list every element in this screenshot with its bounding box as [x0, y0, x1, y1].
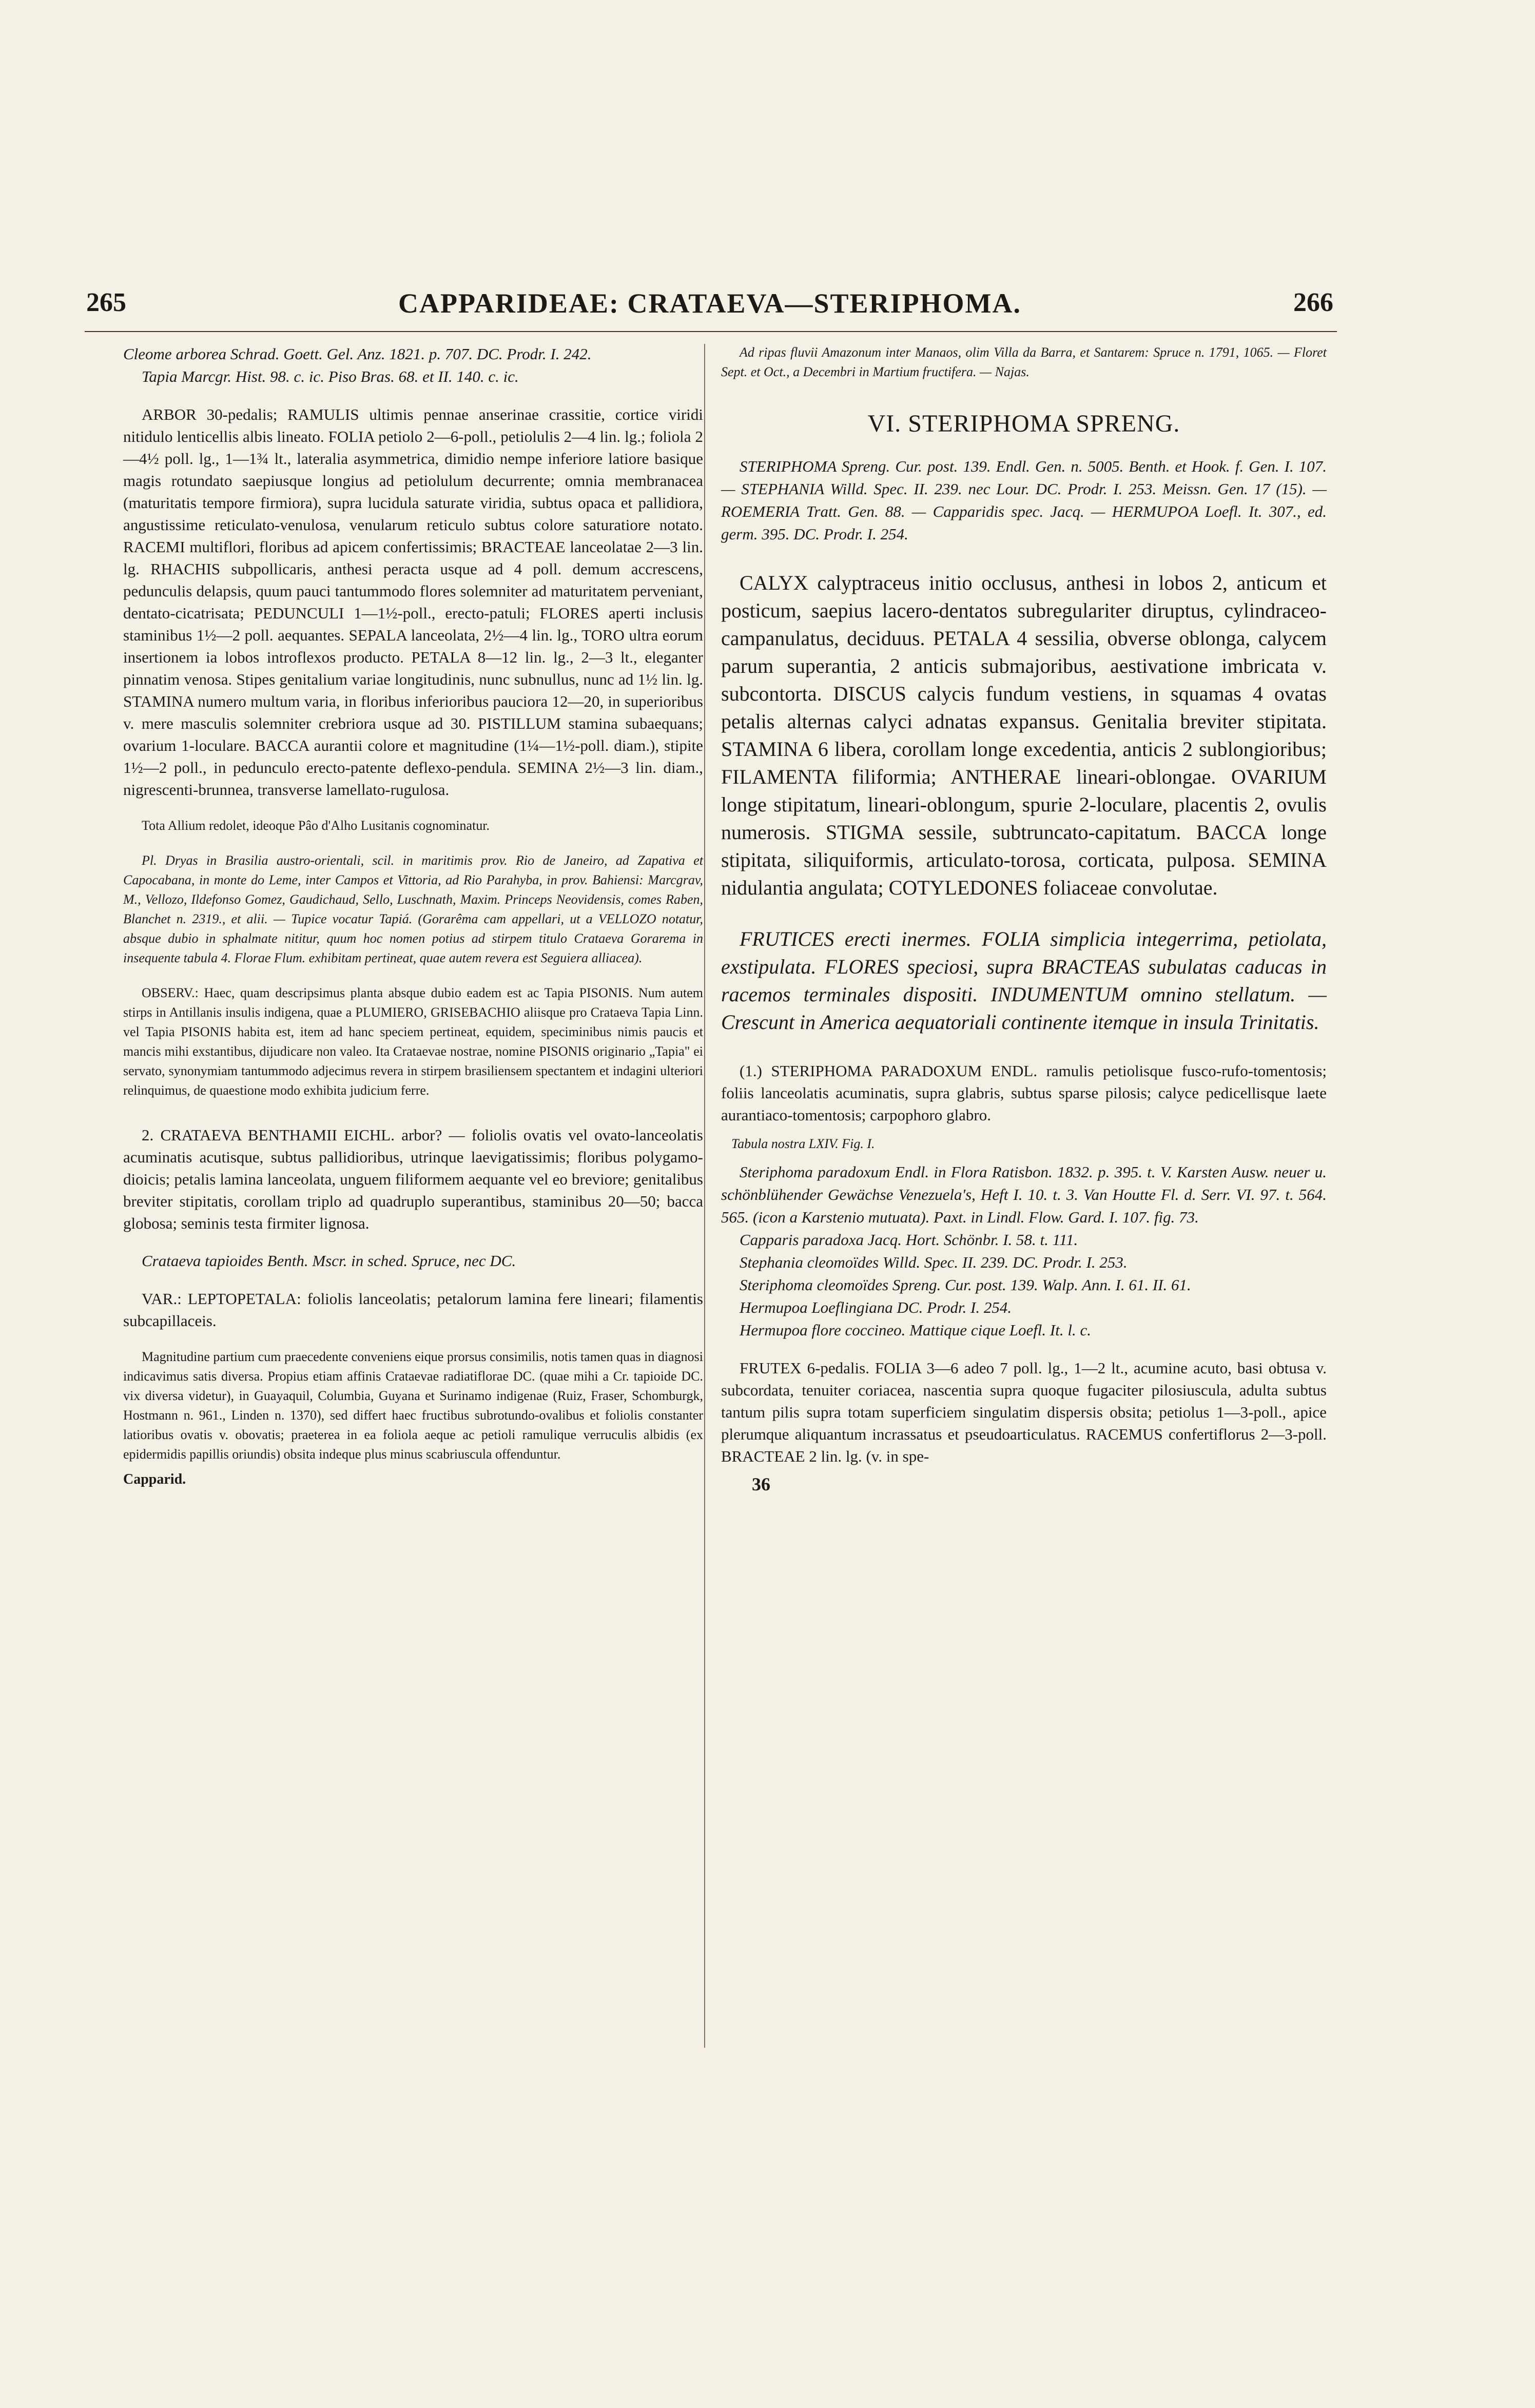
note-allium: Tota Allium redolet, ideoque Pâo d'Alho Lusitanis cognominatur.	[142, 818, 490, 833]
page-header	[86, 287, 1333, 323]
synonym-5: Hermupoa Loeflingiana DC. Prodr. I. 254.	[740, 1298, 1012, 1316]
species-description: ARBOR 30-pedalis; RAMULIS ultimis pennae anserinae crassitie, cortice viridi nitidulo lenticellis albis lineato. FOLIA petiolo 2—6-poll., petiolulis 2—4 lin. lg.; foliola 2—4½ poll. lg., 1—1¾ lt., lateralia asymmetrica, dimidio nempe inferiore latiore basique magis rotundato saepiusque longius ad petiolulum decurrente; omnia membranacea (maturitatis tempore firmiora), supra lucidula saturate viridia, subtus opaca et pallidiora, angustissime reticulato-venulosa, venularum reticulo subtus colore saturatiore notato. RACEMI multiflori, floribus ad apicem confertissimis; BRACTEAE lanceolatae 2—3 lin. lg. RHACHIS subpollicaris, anthesi peracta usque ad 4 poll. demum accrescens, pedunculis delapsis, quum pauci tantummodo flores solemniter ad maturitatem perveniant, dentato-cicatrisata; PEDUNCULI 1—1½-poll., erecto-patuli; FLORES aperti inclusis staminibus 1½—2 poll. aequantes. SEPALA lanceolata, 2½—4 lin. lg., TORO ultra eorum insertionem ia lobos introflexos producto. PETALA 8—12 lin. lg., 2—3 lt., eleganter pinnatim venosa. Stipes genitalium variae longitudinis, nunc subnullus, nunc ad 1½ lin. lg. STAMINA numero multum varia, in floribus inferioribus pauciora 12—20, in superioribus v. mere masculis solemniter crebriora usque ad 30. PISTILLUM stamina subaequans; ovarium 1-loculare. BACCA aurantii colore et magnitudine (1¼—1½-poll. diam.), stipite 1½—2 poll., in pedunculo erecto-patente deflexo-pendula. SEMINA 2½—3 lin. diam., nigrescenti-brunnea, transverse lamellato-rugulosa.	[123, 405, 703, 799]
genus-habit: FRUTICES erecti inermes. FOLIA simplicia integerrima, petiolata, exstipulata. FLORES speciosi, supra BRACTEAS subulatas caducas in racemos terminales dispositi. INDUMENTUM omnino stellatum. — Crescunt in America aequatoriali continente itemque in insula Trinitatis.	[721, 927, 1327, 1034]
synonym-2: Capparis paradoxa Jacq. Hort. Schönbr. I. 58. t. 111.	[740, 1231, 1078, 1249]
species-crataeva-benthamii: 2. CRATAEVA BENTHAMII EICHL. arbor? — foliolis ovatis vel ovato-lanceolatis acuminatis acutisque, subtus pallidioribus, utrinque laevigatissimis; floribus polygamo-dioicis; petalis lamina lanceolata, unguem filiformem aequante vel eo breviore; genitalibus breviter stipitatis, corollam triplo ad quadruplo superantibus, staminibus 20—50; bacca globosa; seminis testa firmiter lignosa.	[123, 1126, 703, 1232]
note-comparison: Magnitudine partium cum praecedente conveniens eique prorsus consimilis, notis tamen quas in diagnosi indicavimus satis diversa. Propius etiam affinis Crataevae radiatiflorae DC. (quae mihi a Cr. tapioide DC. vix diversa videtur), in Guayaquil, Columbia, Guyana et Surinamo indigenae (Ruiz, Fraser, Schomburgk, Hostmann n. 961., Linden n. 1370), sed differt haec fructibus subrotundo-ovalibus et foliolis constanter latioribus ovatis v. obovatis; praeterea in ea foliola aeque ac petioli ramulique verruculis albidis (ex epidermidis papillis oriundis) obsita indeque plus minus scabriuscula offenduntur.	[123, 1349, 703, 1462]
genus-description: CALYX calyptraceus initio occlusus, anthesi in lobos 2, anticum et posticum, saepius lacero-dentatos subregulariter diruptus, cylindraceo-campanulatus, deciduus. PETALA 4 sessilia, obverse oblonga, calycem parum superantia, 2 anticis submajoribus, aestivatione imbricata v. subcontorta. DISCUS calycis fundum vestiens, in squamas 4 ovatas petalis alternas calyci adnatas expansus. Genitalia breviter stipitata. STAMINA 6 libera, corollam longe excedentia, anticis 2 sublongioribus; FILAMENTA filiformia; ANTHERAE lineari-oblongae. OVARIUM longe stipitatum, lineari-oblongum, spurie 2-loculare, placentis 2, ovulis numerosis. STIGMA sessile, subtruncato-capitatum. BACCA longe stipitata, siliquiformis, articulato-torosa, corticata, pulposa. SEMINA nidulantia angulata; COTYLEDONES foliaceae convolutae.	[721, 571, 1327, 899]
observation-note: OBSERV.: Haec, quam descripsimus planta absque dubio eadem est ac Tapia PISONIS. Num autem stirps in Antillanis insulis indigena, quae a PLUMIERO, GRISEBACHIO aliisque pro Crataeva Tapia Linn. vel Tapia PISONIS habita est, item ad hanc speciem pertineat, equidem, speciminibus nimis paucis et mancis mihi exstantibus, dijudicare non valeo. Ita Crataevae nostrae, nomine PISONIS originario „Tapia" ei servato, synonymiam tantummodo adjecimus revera in stirpem brasiliensem spectantem et indagini ulteriori relinquimus, de quaestione modo exhibita judicium ferre.	[123, 985, 703, 1098]
page-number-right: 266	[1293, 288, 1333, 317]
column-divider	[704, 344, 705, 2048]
signature-mark: 36	[752, 1474, 770, 1494]
section-title-steriphoma: VI. STERIPHOMA SPRENG.	[867, 410, 1180, 437]
habitat-note: Pl. Dryas in Brasilia austro-orientali, scil. in maritimis prov. Rio de Janeiro, ad Zapativa et Capocabana, in monte do Leme, inter Campos et Vittoria, ad Rio Parahyba, in prov. Bahiensi: Marcgrav, M., Vellozo, Ildefonso Gomez, Gaudichaud, Sello, Luschnath, Maxim. Princeps Neovidensis, comes Raben, Blanchet n. 2319., et alii. — Tupice vocatur Tapiá. (Gorarêma cam appellari, ut a VELLOZO notatur, absque dubio in sphalmate nititur, quum hoc nomen potius ad stirpem titulo Crataeva Gorarema in insequente tabula 4. Florae Flum. exhibitam pertineat, quae autem revera est Seguiera alliacea).	[123, 853, 703, 965]
catchword: Capparid.	[123, 1471, 186, 1487]
habitat-continued: Ad ripas fluvii Amazonum inter Manaos, olim Villa da Barra, et Santarem: Spruce n. 1791, 1065. — Floret Sept. et Oct., a Decembri in Martium fructifera. — Najas.	[721, 345, 1327, 379]
page-number-left: 265	[86, 288, 126, 317]
running-title: CAPPARIDEAE: CRATAEVA—STERIPHOMA.	[398, 288, 1022, 319]
synonym-4: Steriphoma cleomoïdes Spreng. Cur. post. 139. Walp. Ann. I. 61. II. 61.	[740, 1276, 1191, 1294]
genus-synonymy: STERIPHOMA Spreng. Cur. post. 139. Endl. Gen. n. 5005. Benth. et Hook. f. Gen. I. 107. — STEPHANIA Willd. Spec. II. 239. nec Lour. DC. Prodr. I. 253. Meissn. Gen. 17 (15). — ROEMERIA Tratt. Gen. 88. — Capparidis spec. Jacq. — HERMUPOA Loefl. It. 307., ed. germ. 395. DC. Prodr. I. 254.	[721, 457, 1327, 543]
header-rule	[85, 331, 1337, 332]
right-column	[721, 343, 1327, 1495]
synonym-1: Steriphoma paradoxum Endl. in Flora Ratisbon. 1832. p. 395. t. V. Karsten Ausw. neuer u. schönblühender Gewächse Venezuela's, Heft I. 10. t. 3. Van Houtte Fl. d. Serr. VI. 97. t. 564. 565. (icon a Karstenio mutuata). Paxt. in Lindl. Flow. Gard. I. 107. fig. 73.	[721, 1163, 1327, 1226]
left-column	[123, 343, 703, 1488]
variety-leptopetala: VAR.: LEPTOPETALA: foliolis lanceolatis; petalorum lamina fere lineari; filamentis subcapillaceis.	[123, 1290, 703, 1330]
citation-crataeva-tapioides: Crataeva tapioides Benth. Mscr. in sched. Spruce, nec DC.	[142, 1252, 516, 1270]
citation-tapia: Tapia Marcgr. Hist. 98. c. ic. Piso Bras. 68. et II. 140. c. ic.	[142, 367, 519, 385]
frutex-description: FRUTEX 6-pedalis. FOLIA 3—6 adeo 7 poll. lg., 1—2 lt., acumine acuto, basi obtusa v. subcordata, tenuiter coriacea, nascentia supra quoque fugaciter pilosiuscula, adulta subtus tantum pilis supra totam superficiem singulatim dispersis obsita; petiolus 1—3-poll., apice plerumque aliquantum incrassatus et pseudoarticulatus. RACEMUS confertiflorus 2—3-poll. BRACTEAE 2 lin. lg. (v. in spe-	[721, 1359, 1327, 1465]
synonym-6: Hermupoa flore coccineo. Mattique cique Loefl. It. l. c.	[740, 1321, 1091, 1339]
citation-cleome: Cleome arborea Schrad. Goett. Gel. Anz. 1821. p. 707. DC. Prodr. I. 242.	[123, 345, 592, 363]
synonym-3: Stephania cleomoïdes Willd. Spec. II. 239. DC. Prodr. I. 253.	[740, 1253, 1128, 1271]
plate-reference: Tabula nostra LXIV. Fig. I.	[731, 1136, 875, 1151]
species-steriphoma-paradoxum: (1.) STERIPHOMA PARADOXUM ENDL. ramulis petiolisque fusco-rufo-tomentosis; foliis lanceolatis acuminatis, supra glabris, subtus sparse pilosis; calyce pedicellisque laete aurantiaco-tomentosis; carpophoro glabro.	[721, 1062, 1327, 1124]
